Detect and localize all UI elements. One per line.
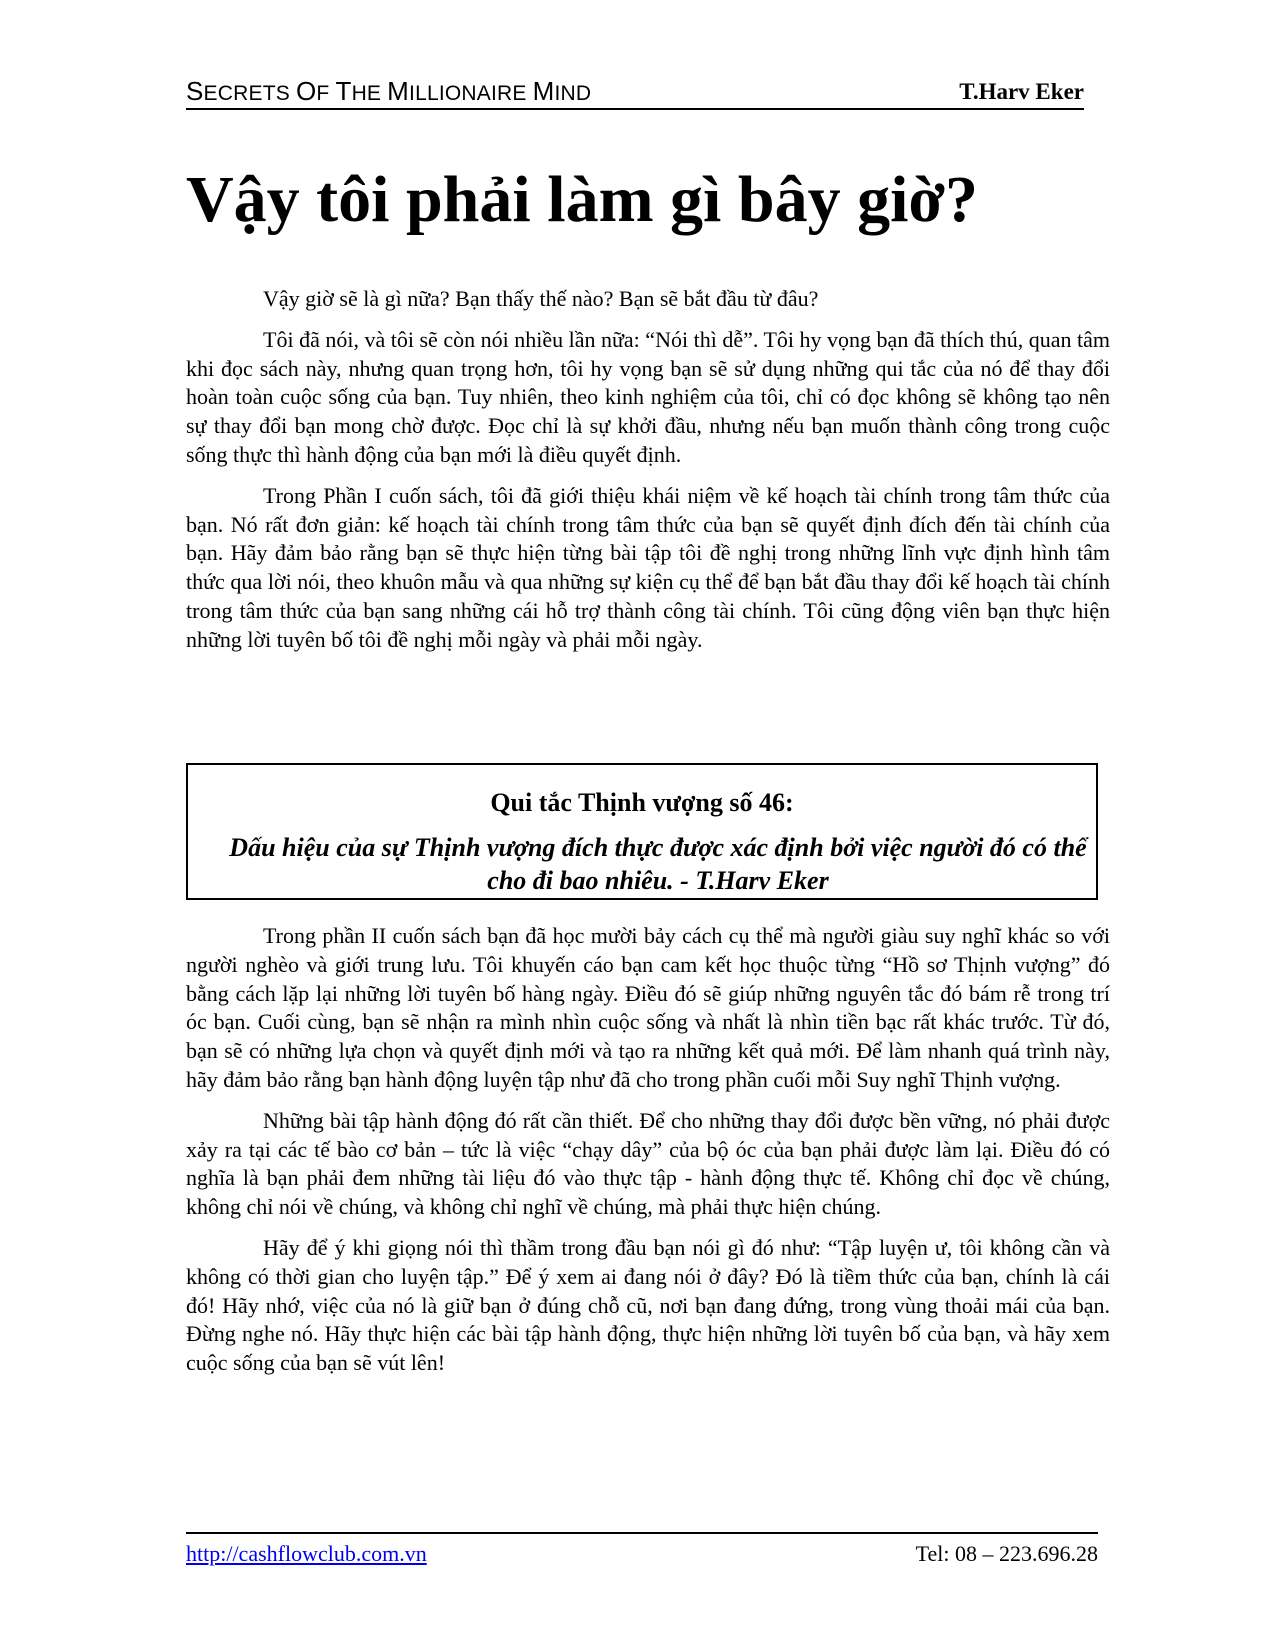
prosperity-rule-box: [186, 763, 1098, 900]
body-text-after-rule: [186, 922, 1110, 1390]
chapter-title: Vậy tôi phải làm gì bây giờ?: [186, 163, 978, 236]
paragraph: Hãy để ý khi giọng nói thì thầm trong đầu bạn nói gì đó như: “Tập luyện ư, tôi không cần và không có thời gian cho luyện tập.” Để ý xem ai đang nói ở đây? Đó là tiềm thức của bạn, chính là cái đó! Hãy nhớ, việc của nó là giữ bạn ở đúng chỗ cũ, nơi bạn đang đứng, trong vùng thoải mái của bạn. Đừng nghe nó. Hãy thực hiện các bài tập hành động, thực hiện những lời tuyên bố của bạn, và hãy xem cuộc sống của bạn sẽ vút lên!: [186, 1234, 1110, 1376]
phone-number: Tel: 08 – 223.696.28: [915, 1541, 1098, 1566]
paragraph: Trong phần II cuốn sách bạn đã học mười bảy cách cụ thể mà người giàu suy nghĩ khác so với người nghèo và giới trung lưu. Tôi khuyến cáo bạn cam kết học thuộc từng “Hồ sơ Thịnh vượng” đó bằng cách lặp lại những lời tuyên bố hàng ngày. Điều đó sẽ giúp những nguyên tắc đó bám rễ trong trí óc bạn. Cuối cùng, bạn sẽ nhận ra mình nhìn cuộc sống và nhất là nhìn tiền bạc rất khác trước. Từ đó, bạn sẽ có những lựa chọn và quyết định mới và tạo ra những kết quả mới. Để làm nhanh quá trình này, hãy đảm bảo rằng bạn hành động luyện tập như đã cho trong phần cuối mỗi Suy nghĩ Thịnh vượng.: [186, 923, 1110, 1092]
rule-title: Qui tắc Thịnh vượng số 46:: [490, 788, 794, 817]
paragraph: Trong Phần I cuốn sách, tôi đã giới thiệu khái niệm về kế hoạch tài chính trong tâm thức của bạn. Nó rất đơn giản: kế hoạch tài chính trong tâm thức của bạn sẽ quyết định đích đến tài chính của bạn. Hãy đảm bảo rằng bạn sẽ thực hiện từng bài tập tôi đề nghị trong những lĩnh vực định hình tâm thức qua lời nói, theo khuôn mẫu và qua những sự kiện cụ thể để bạn bắt đầu thay đổi kế hoạch tài chính trong tâm thức của bạn sang những cái hỗ trợ thành công tài chính. Tôi cũng động viên bạn thực hiện những lời tuyên bố tôi đề nghị mỗi ngày và phải mỗi ngày.: [186, 482, 1110, 652]
paragraph: Những bài tập hành động đó rất cần thiết. Để cho những thay đổi được bền vững, nó phải được xảy ra tại các tế bào cơ bản – tức là việc “chạy dây” của bộ óc của bạn phải được làm lại. Điều đó có nghĩa là bạn phải đem những tài liệu đó vào thực tập - hành động thực tế. Không chỉ đọc về chúng, không chỉ nói về chúng, và không chỉ nghĩ về chúng, mà phải thực hiện chúng.: [186, 1107, 1110, 1220]
body-text-before-rule: [186, 285, 1110, 667]
paragraph: Tôi đã nói, và tôi sẽ còn nói nhiều lần nữa: “Nói thì dễ”. Tôi hy vọng bạn đã thích thú, quan tâm khi đọc sách này, nhưng quan trọng hơn, tôi hy vọng bạn sẽ sử dụng những qui tắc của nó để thay đổi hoàn toàn cuộc sống của bạn. Tuy nhiên, theo kinh nghiệm của tôi, chỉ có đọc không sẽ không tạo nên sự thay đổi bạn mong chờ được. Đọc chỉ là sự khởi đầu, nhưng nếu bạn muốn thành công trong cuộc sống thực thì hành động của bạn mới là điều quyết định.: [186, 326, 1110, 467]
rule-quote: Dấu hiệu của sự Thịnh vượng đích thực được xác định bởi việc người đó có thể cho đi bao nhiêu. - T.Harv Eker: [229, 833, 1087, 895]
page-header: [186, 76, 1084, 110]
book-title: SECRETS OF THE MILLIONAIRE MIND: [186, 76, 592, 106]
book-author: T.Harv Eker: [959, 79, 1084, 104]
page-footer: [186, 1532, 1098, 1574]
website-link[interactable]: http://cashflowclub.com.vn: [186, 1541, 427, 1566]
paragraph: Vậy giờ sẽ là gì nữa? Bạn thấy thế nào? Bạn sẽ bắt đầu từ đâu?: [263, 286, 819, 311]
